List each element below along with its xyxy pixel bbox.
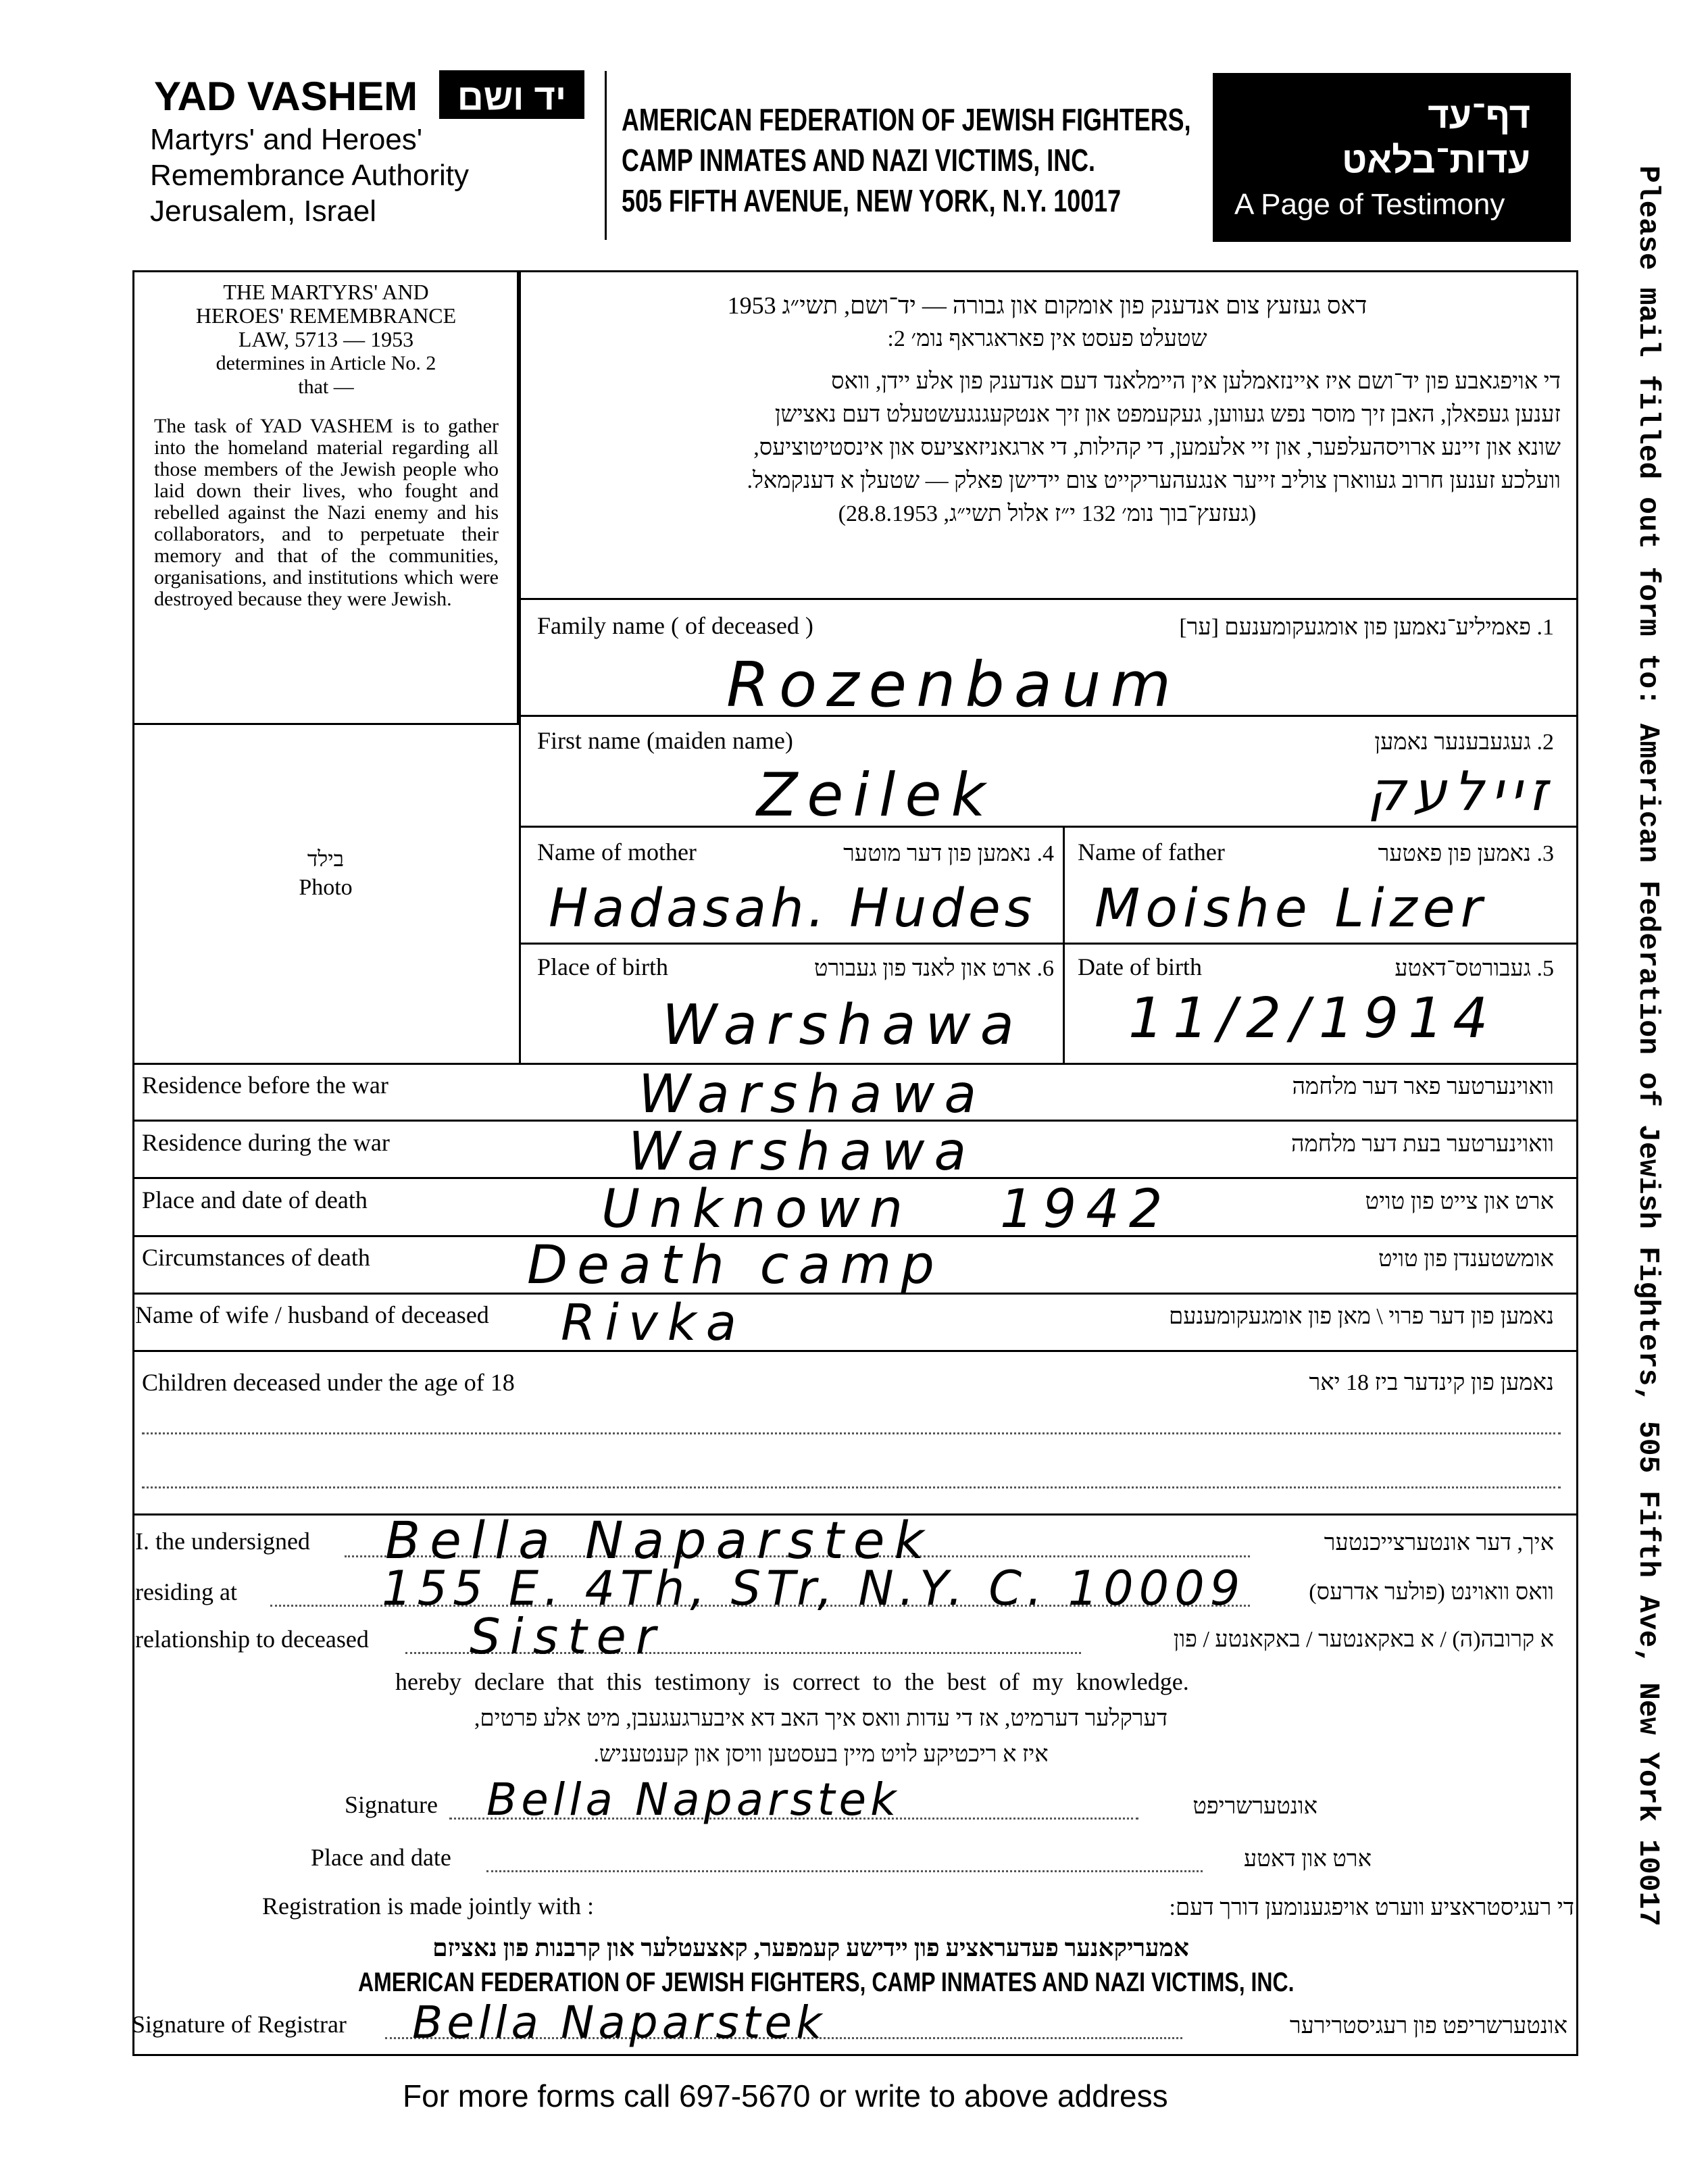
- yad-vashem-title: YAD VASHEM: [154, 74, 418, 119]
- residence-during-hebrew-label: וואוינערטער בעת דער מלחמה: [1291, 1132, 1554, 1157]
- death-place-value[interactable]: Unknown: [601, 1179, 913, 1240]
- residence-before-value[interactable]: Warshawa: [638, 1064, 986, 1125]
- relationship-value[interactable]: Sister: [470, 1608, 665, 1665]
- declaration-statement-hebrew-1: דערקלער דערמיט, אז די עדות וואס איך האב דא איבערגעגעבן, מיט אלע פרטים,: [474, 1706, 1168, 1731]
- footer-text: For more forms call 697-5670 or write to above address: [403, 2078, 1168, 2113]
- mail-instruction-side-text: Please mail filled out form to: American Federation of Jewish Fighters, 505 Fifth Ave, New York 10017: [1632, 166, 1665, 1927]
- photo-area: [132, 725, 519, 1063]
- undersigned-label: I. the undersigned: [135, 1528, 310, 1555]
- law-heading-line-4: determines in Article No. 2: [216, 352, 436, 374]
- residence-before-label: Residence before the war: [142, 1072, 388, 1099]
- federation-line-3: 505 FIFTH AVENUE, NEW YORK, N.Y. 10017: [622, 183, 1122, 218]
- photo-label-hebrew: בילד: [307, 847, 345, 871]
- place-of-birth-label: Place of birth: [537, 953, 668, 980]
- yiddish-law-line-3: די אויפגאבע פון יד־ושם איז איינזאמלען אין היימלאנד דעם אנדענק פון אלע יידן, וואס: [831, 369, 1561, 394]
- yiddish-law-line-5: שונא און זיינע ארויסהעלפער, און זיי אלעמען, די קהילות, די ארגאניזאציעס און אינסטיטוציעס,: [753, 435, 1561, 460]
- circumstances-value[interactable]: Death camp: [527, 1235, 944, 1296]
- death-place-date-hebrew-label: ארט און צייט פון טויט: [1365, 1189, 1554, 1214]
- mother-name-label: Name of mother: [537, 838, 697, 866]
- registrar-label: Signature of Registrar: [132, 2011, 347, 2038]
- residing-label: residing at: [135, 1578, 237, 1605]
- children-entry-line-2[interactable]: [142, 1486, 1561, 1488]
- circumstances-hebrew-label: אומשטענדן פון טויט: [1378, 1247, 1554, 1272]
- spouse-hebrew-label: נאמען פון דער פרוי \ מאן פון אומגעקומענעם: [1169, 1304, 1554, 1329]
- place-date-line[interactable]: [486, 1870, 1203, 1872]
- mother-name-hebrew-label: 4. נאמען פון דער מוטער: [843, 841, 1054, 866]
- children-entry-line-1[interactable]: [142, 1432, 1561, 1434]
- yiddish-law-line-4: זענען געפאלן, האבן זיך מוסר נפש געווען, געקעמפט און זיך אנטקעגנגעשטעלט דעם נאצישן: [774, 402, 1561, 427]
- federation-line-2: CAMP INMATES AND NAZI VICTIMS, INC.: [622, 143, 1096, 178]
- signature-value[interactable]: Bella Naparstek: [486, 1774, 901, 1826]
- registration-label: Registration is made jointly with :: [262, 1893, 594, 1920]
- children-hebrew-label: נאמען פון קינדער ביז 18 יאר: [1309, 1370, 1554, 1395]
- yiddish-law-line-6: וועלכע זענען חרוב געווארן צוליב זייער אנגעהעריקייט צום יידישן פאלק — שטעלן א דענקמאל.: [747, 468, 1561, 493]
- declaration-statement: hereby declare that this testimony is correct to the best of my knowledge.: [395, 1668, 1189, 1695]
- date-of-birth-label: Date of birth: [1078, 953, 1202, 980]
- residence-during-value[interactable]: Warshawa: [628, 1122, 976, 1182]
- residing-hebrew-label: וואס וואוינט (פולער אדרעס): [1309, 1580, 1554, 1605]
- yad-vashem-line-1: Martyrs' and Heroes': [150, 123, 423, 156]
- death-year-value[interactable]: 1942: [1000, 1179, 1172, 1240]
- declaration-statement-hebrew-2: איז א ריכטיקע לויט מיין בעסטען וויסן און קענטעניש.: [593, 1742, 1049, 1767]
- place-date-label: Place and date: [311, 1844, 451, 1871]
- registrar-hebrew-label: אונטערשריפט פון רעגיסטרירער: [1289, 2013, 1567, 2038]
- grid-line-birth: [519, 943, 1578, 945]
- photo-label: Photo: [299, 875, 353, 900]
- first-name-label: First name (maiden name): [537, 727, 793, 754]
- place-of-birth-value[interactable]: Warshawa: [662, 993, 1024, 1057]
- yiddish-law-text: [534, 289, 1561, 530]
- law-heading-line-5: that —: [298, 376, 354, 398]
- mother-name-value[interactable]: Hadasah. Hudes: [549, 878, 1036, 939]
- place-of-birth-hebrew-label: 6. ארט און לאנד פון געבורט: [813, 956, 1054, 981]
- family-name-label: Family name ( of deceased ): [537, 612, 813, 639]
- badge-hebrew-line-1: דף־עד: [1428, 95, 1530, 136]
- grid-line-parents: [519, 826, 1578, 828]
- father-name-hebrew-label: 3. נאמען פון פאטער: [1378, 841, 1554, 866]
- undersigned-value[interactable]: Bella Naparstek: [385, 1510, 934, 1570]
- yad-vashem-hebrew-logo: יד ושם: [439, 70, 584, 119]
- death-place-date-label: Place and date of death: [142, 1186, 368, 1213]
- spouse-label: Name of wife / husband of deceased: [135, 1301, 489, 1328]
- law-heading-line-3: LAW, 5713 — 1953: [238, 327, 414, 351]
- father-name-label: Name of father: [1078, 838, 1225, 866]
- federation-english-name: AMERICAN FEDERATION OF JEWISH FIGHTERS, CAMP INMATES AND NAZI VICTIMS, INC.: [358, 1968, 1295, 1997]
- relationship-label: relationship to deceased: [135, 1626, 369, 1653]
- law-heading-line-2: HEROES' REMEMBRANCE: [195, 303, 457, 328]
- grid-vertical-middle: [1063, 826, 1065, 1063]
- grid-line-children: [132, 1350, 1578, 1352]
- first-name-value[interactable]: Zeilek: [757, 760, 995, 830]
- grid-vertical-left: [519, 270, 521, 1063]
- date-of-birth-value[interactable]: 11/2/1914: [1128, 986, 1498, 1051]
- relationship-hebrew-label: א קרובה(ה) / א באקאנטער / באקאנטע / פון: [1173, 1627, 1554, 1652]
- first-name-hebrew-value[interactable]: זיילעק: [1367, 760, 1554, 823]
- yiddish-law-line-2: שטעלט פעסט אין פאראגראף נומ׳ 2:: [887, 326, 1207, 351]
- yiddish-law-line-1: דאס געזעץ צום אנדענק פון אומקום און גבורה — יד־ושם, תשי״ג 1953: [727, 292, 1367, 319]
- residing-value[interactable]: 155 E. 4Th, STr, N.Y. C. 10009: [382, 1561, 1246, 1616]
- residence-before-hebrew-label: וואוינערטער פאר דער מלחמה: [1292, 1074, 1554, 1099]
- law-heading-line-1: THE MARTYRS' AND: [223, 280, 429, 304]
- yiddish-law-line-7: (געזעץ־בוך נומ׳ 132 י״ז אלול תשי״ג, 28.8.1953): [838, 501, 1257, 526]
- date-of-birth-hebrew-label: 5. געבורטס־דאטע: [1395, 956, 1554, 981]
- father-name-value[interactable]: Moishe Lizer: [1095, 878, 1488, 939]
- circumstances-label: Circumstances of death: [142, 1244, 370, 1271]
- family-name-hebrew-label: 1. פאמיליע־נאמען פון אומגעקומענעם [ער]: [1179, 615, 1554, 640]
- header-divider: [605, 71, 607, 240]
- federation-line-1: AMERICAN FEDERATION OF JEWISH FIGHTERS,: [622, 102, 1191, 137]
- signature-label: Signature: [345, 1791, 438, 1818]
- spouse-value[interactable]: Rivka: [561, 1294, 746, 1352]
- badge-hebrew-line-2: עדות־בלאט: [1342, 140, 1530, 180]
- grid-line-family: [519, 598, 1578, 600]
- yad-vashem-line-2: Remembrance Authority: [150, 159, 469, 192]
- family-name-value[interactable]: Rozenbaum: [726, 649, 1181, 721]
- law-box-heading: [145, 280, 507, 399]
- registration-hebrew-label: די רעגיסטראציע ווערט אויפגענומען דורך דעם:: [1169, 1895, 1574, 1920]
- badge-english: A Page of Testimony: [1234, 188, 1505, 221]
- place-date-hebrew-label: ארט און דאטע: [1244, 1847, 1372, 1872]
- signature-hebrew-label: אונטערשריפט: [1192, 1794, 1317, 1819]
- federation-hebrew-name: אמעריקאנער פעדעראציע פון יידישע קעמפער, קאצעטלער און קרבנות פון נאציזם: [432, 1934, 1189, 1961]
- residence-during-label: Residence during the war: [142, 1129, 390, 1156]
- registrar-signature-value[interactable]: Bella Naparstek: [412, 1997, 826, 2049]
- page-of-testimony-badge: [1213, 73, 1571, 242]
- undersigned-hebrew-label: איך, דער אונטערצייכנטער: [1324, 1530, 1554, 1555]
- first-name-hebrew-label: 2. געגעבענער נאמען: [1374, 730, 1554, 755]
- yad-vashem-line-3: Jerusalem, Israel: [150, 195, 377, 228]
- children-label: Children deceased under the age of 18: [142, 1369, 515, 1396]
- law-box-body: The task of YAD VASHEM is to gather into the homeland material regarding all those members of the Jewish people who laid down their lives, who fought and rebelled against the Nazi enemy and his collaborators, and to perpetuate their memory and that of the communities, organisations, and institutions which were destroyed because they were Jewish.: [154, 415, 499, 610]
